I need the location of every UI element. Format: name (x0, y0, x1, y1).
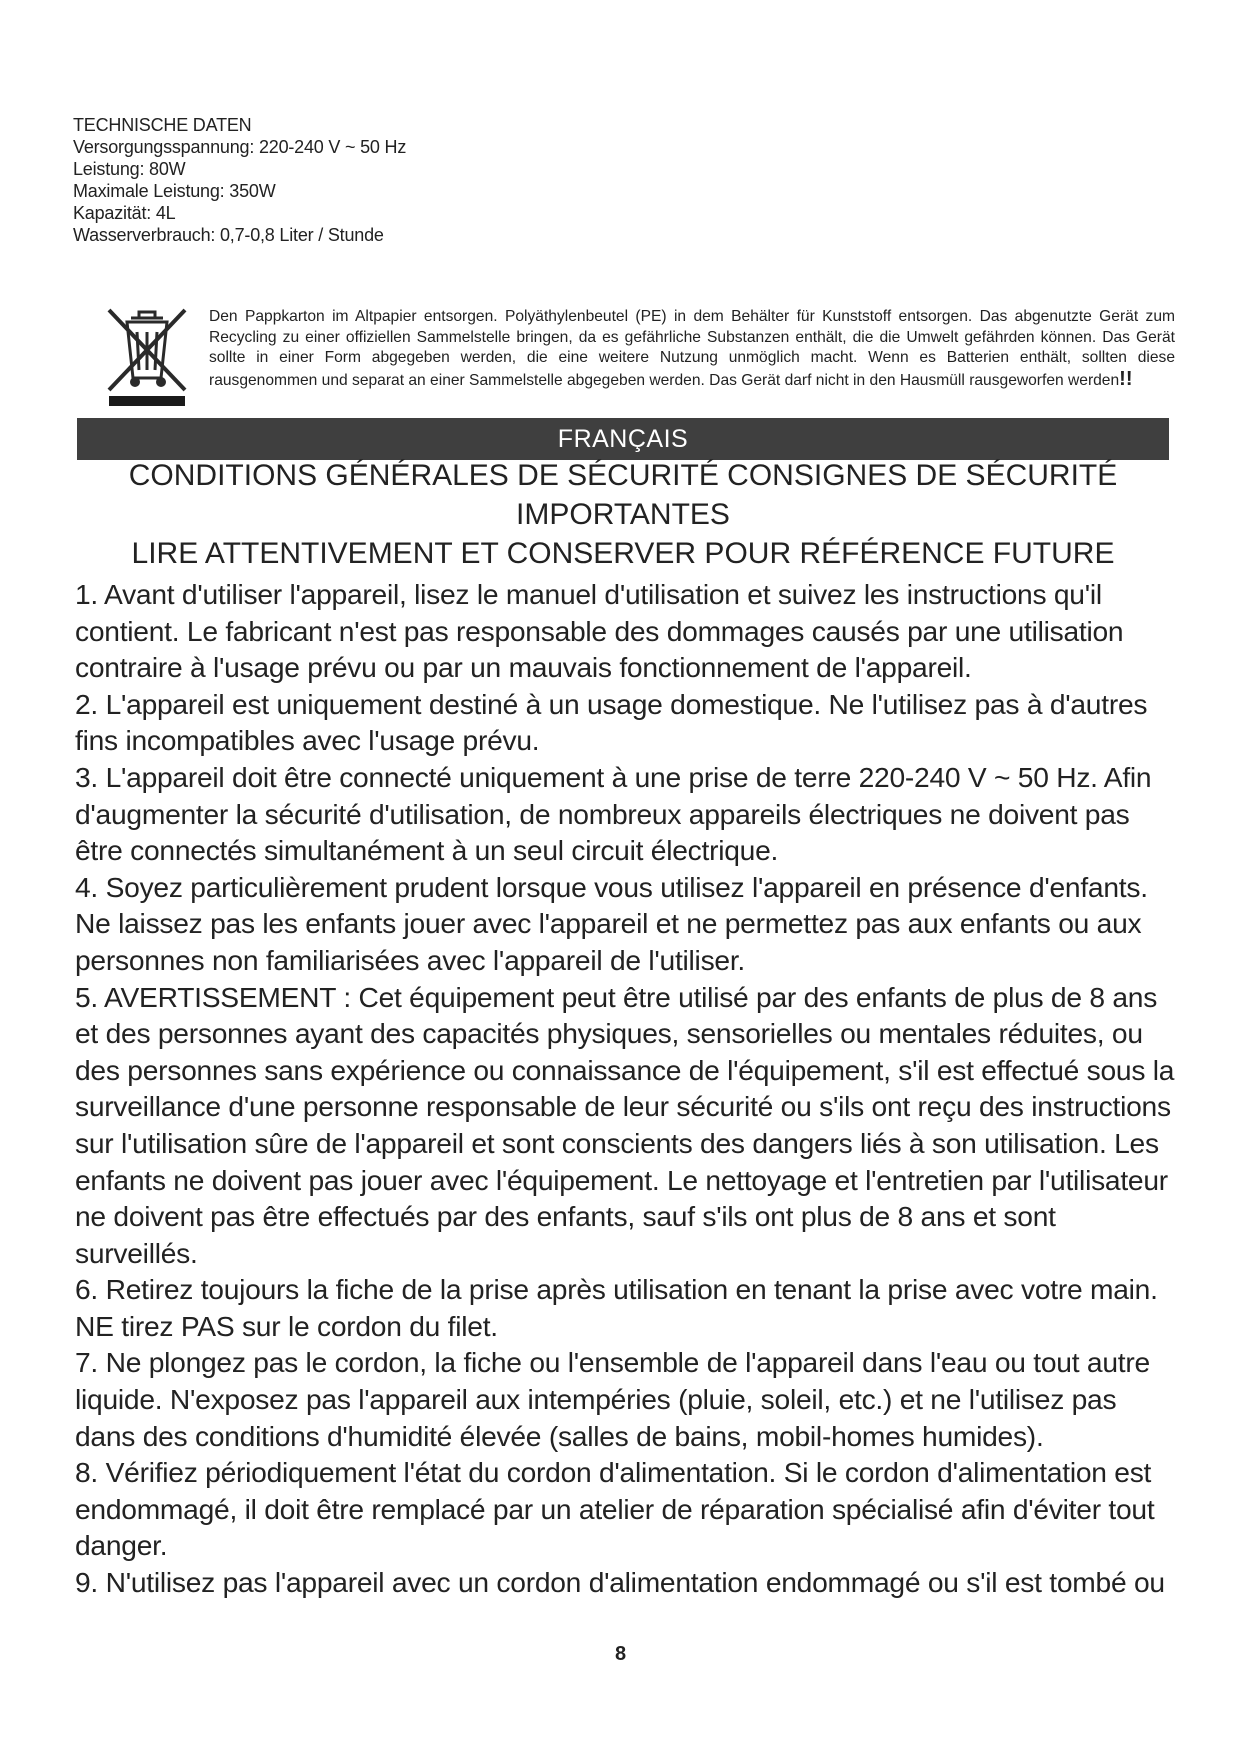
instruction-item: 8. Vérifiez périodiquement l'état du cordon d'alimentation. Si le cordon d'alimentation est endommagé, il doit être remplacé par un atelier de réparation spécialisé afin d'éviter tout danger. (75, 1456, 1155, 1562)
safety-heading: CONDITIONS GÉNÉRALES DE SÉCURITÉ CONSIGNES DE SÉCURITÉ (128, 459, 1118, 492)
specs-title: TECHNISCHE DATEN (73, 115, 252, 135)
read-carefully-heading: LIRE ATTENTIVEMENT ET CONSERVER POUR RÉFÉRENCE FUTURE (131, 537, 1115, 570)
instruction-item: 6. Retirez toujours la fiche de la prise après utilisation en tenant la prise avec votre main. NE tirez PAS sur le cordon du filet. (75, 1273, 1158, 1342)
page-number: 8 (614, 1643, 627, 1665)
instruction-item: 5. AVERTISSEMENT : Cet équipement peut être utilisé par des enfants de plus de 8 ans et des personnes ayant des capacités physiques, sensorielles ou mentales réduites, ou des personnes sans expérience ou connaissance de l'équipement, s'il est effectué sous la surveillance d'une personne responsable de leur sécurité ou s'ils ont reçu des instructions sur l'utilisation sûre de l'appareil et sont conscients des dangers liés à son utilisation. Les enfants ne doivent pas jouer avec l'équipement. Le nettoyage et l'entretien par l'utilisateur ne doivent pas être effectués par des enfants, sauf s'ils ont plus de 8 ans et sont surveillés. (75, 980, 1175, 1269)
disposal-notice (209, 307, 1175, 391)
spec-line: Maximale Leistung: 350W (73, 181, 276, 201)
spec-line: Leistung: 80W (73, 159, 186, 179)
instruction-item: 2. L'appareil est uniquement destiné à un usage domestique. Ne l'utilisez pas à d'autres fins incompatibles avec l'usage prévu. (75, 687, 1148, 757)
spec-line: Wasserverbrauch: 0,7-0,8 Liter / Stunde (73, 225, 384, 245)
disposal-text: Den Pappkarton im Altpapier entsorgen. Polyäthylenbeutel (PE) in dem Behälter für Kunststoff entsorgen. Das abgenutzte Gerät zum Recycling zu einer offiziellen Sammelstelle bringen, da es gefährliche Substanzen enthält, die die Umwelt gefährden können. Das Gerät sollte in einer Form abgegeben werden, die eine weitere Nutzung unmöglich macht. Wenn es Batterien enthält, sollten diese rausgenommen und separat an einer Sammelstelle abgegeben werden. Das Gerät darf nicht in den Hausmüll rausgeworfen werden (209, 308, 1175, 389)
spec-line: Kapazität: 4L (73, 203, 176, 223)
instruction-item: 9. N'utilisez pas l'appareil avec un cordon d'alimentation endommagé ou s'il est tombé ou (75, 1566, 1165, 1599)
technical-specs (73, 114, 673, 246)
language-section-bar: FRANÇAIS (77, 418, 1169, 460)
instruction-item: 3. L'appareil doit être connecté uniquement à une prise de terre 220-240 V ~ 50 Hz. Afin d'augmenter la sécurité d'utilisation, de nombreux appareils électriques ne doivent pas être connectés simultanément à un seul circuit électrique. (75, 760, 1152, 867)
spec-line: Versorgungsspannung: 220-240 V ~ 50 Hz (73, 137, 407, 157)
instruction-item: 4. Soyez particulièrement prudent lorsque vous utilisez l'appareil en présence d'enfants. Ne laissez pas les enfants jouer avec l'appareil et ne permettez pas aux enfants ou aux personnes non familiarisées avec l'appareil de l'utiliser. (75, 870, 1148, 976)
disposal-emphasis: !! (1119, 367, 1133, 390)
weee-crossed-bin-icon (105, 306, 189, 408)
instruction-item: 1. Avant d'utiliser l'appareil, lisez le manuel d'utilisation et suivez les instructions qu'il contient. Le fabricant n'est pas responsable des dommages causés par une utilisation contraire à l'usage prévu ou par un mauvais fonctionnement de l'appareil. (75, 578, 1124, 684)
instruction-item: 7. Ne plongez pas le cordon, la fiche ou l'ensemble de l'appareil dans l'eau ou tout autre liquide. N'exposez pas l'appareil aux intempéries (pluie, soleil, etc.) et ne l'utilisez pas dans des conditions d'humidité élevée (salles de bains, mobil-homes humides). (75, 1346, 1150, 1452)
safety-instructions (75, 576, 1175, 1601)
safety-heading-continued: IMPORTANTES (516, 498, 730, 531)
